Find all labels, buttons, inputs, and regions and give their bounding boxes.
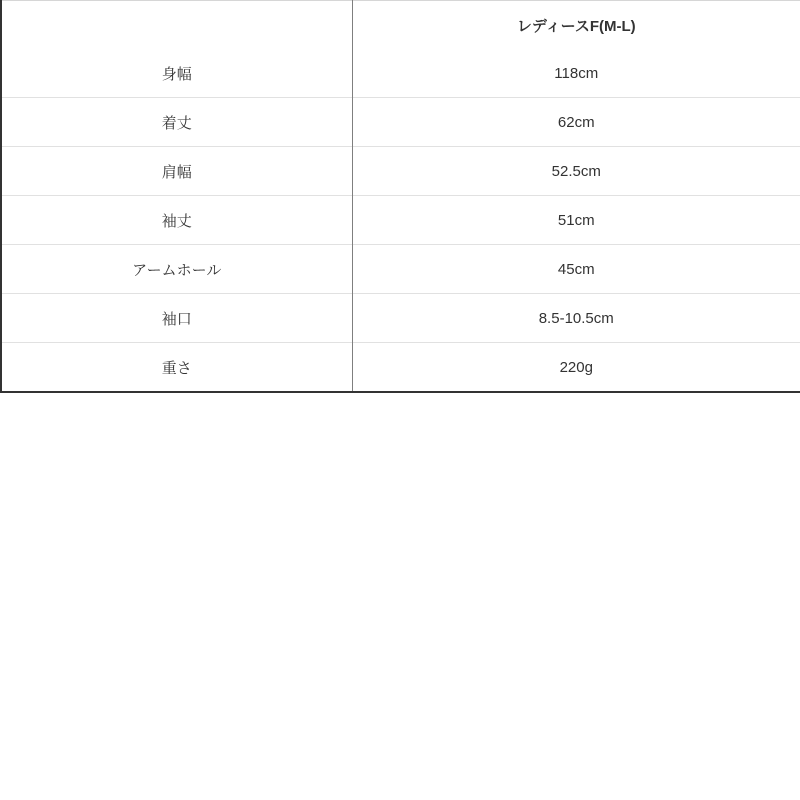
size-chart-table bbox=[0, 0, 800, 393]
measurement-label-length: 着丈 bbox=[1, 98, 352, 147]
header-corner-cell bbox=[1, 1, 352, 50]
table-row bbox=[1, 147, 800, 196]
measurement-value-weight: 220g bbox=[352, 343, 800, 393]
measurement-label-body-width: 身幅 bbox=[1, 49, 352, 98]
table-row bbox=[1, 343, 800, 393]
size-chart-header-row bbox=[1, 1, 800, 50]
measurement-label-weight: 重さ bbox=[1, 343, 352, 393]
table-row bbox=[1, 98, 800, 147]
measurement-label-cuff: 袖口 bbox=[1, 294, 352, 343]
measurement-value-shoulder-width: 52.5cm bbox=[352, 147, 800, 196]
table-row bbox=[1, 196, 800, 245]
measurement-label-armhole: アームホール bbox=[1, 245, 352, 294]
table-row bbox=[1, 245, 800, 294]
table-row bbox=[1, 294, 800, 343]
header-size-column-label: レディースF(M-L) bbox=[352, 1, 800, 50]
measurement-value-body-width: 118cm bbox=[352, 49, 800, 98]
measurement-label-sleeve-length: 袖丈 bbox=[1, 196, 352, 245]
measurement-value-sleeve-length: 51cm bbox=[352, 196, 800, 245]
measurement-label-shoulder-width: 肩幅 bbox=[1, 147, 352, 196]
measurement-value-length: 62cm bbox=[352, 98, 800, 147]
measurement-value-cuff: 8.5-10.5cm bbox=[352, 294, 800, 343]
measurement-value-armhole: 45cm bbox=[352, 245, 800, 294]
table-row bbox=[1, 49, 800, 98]
